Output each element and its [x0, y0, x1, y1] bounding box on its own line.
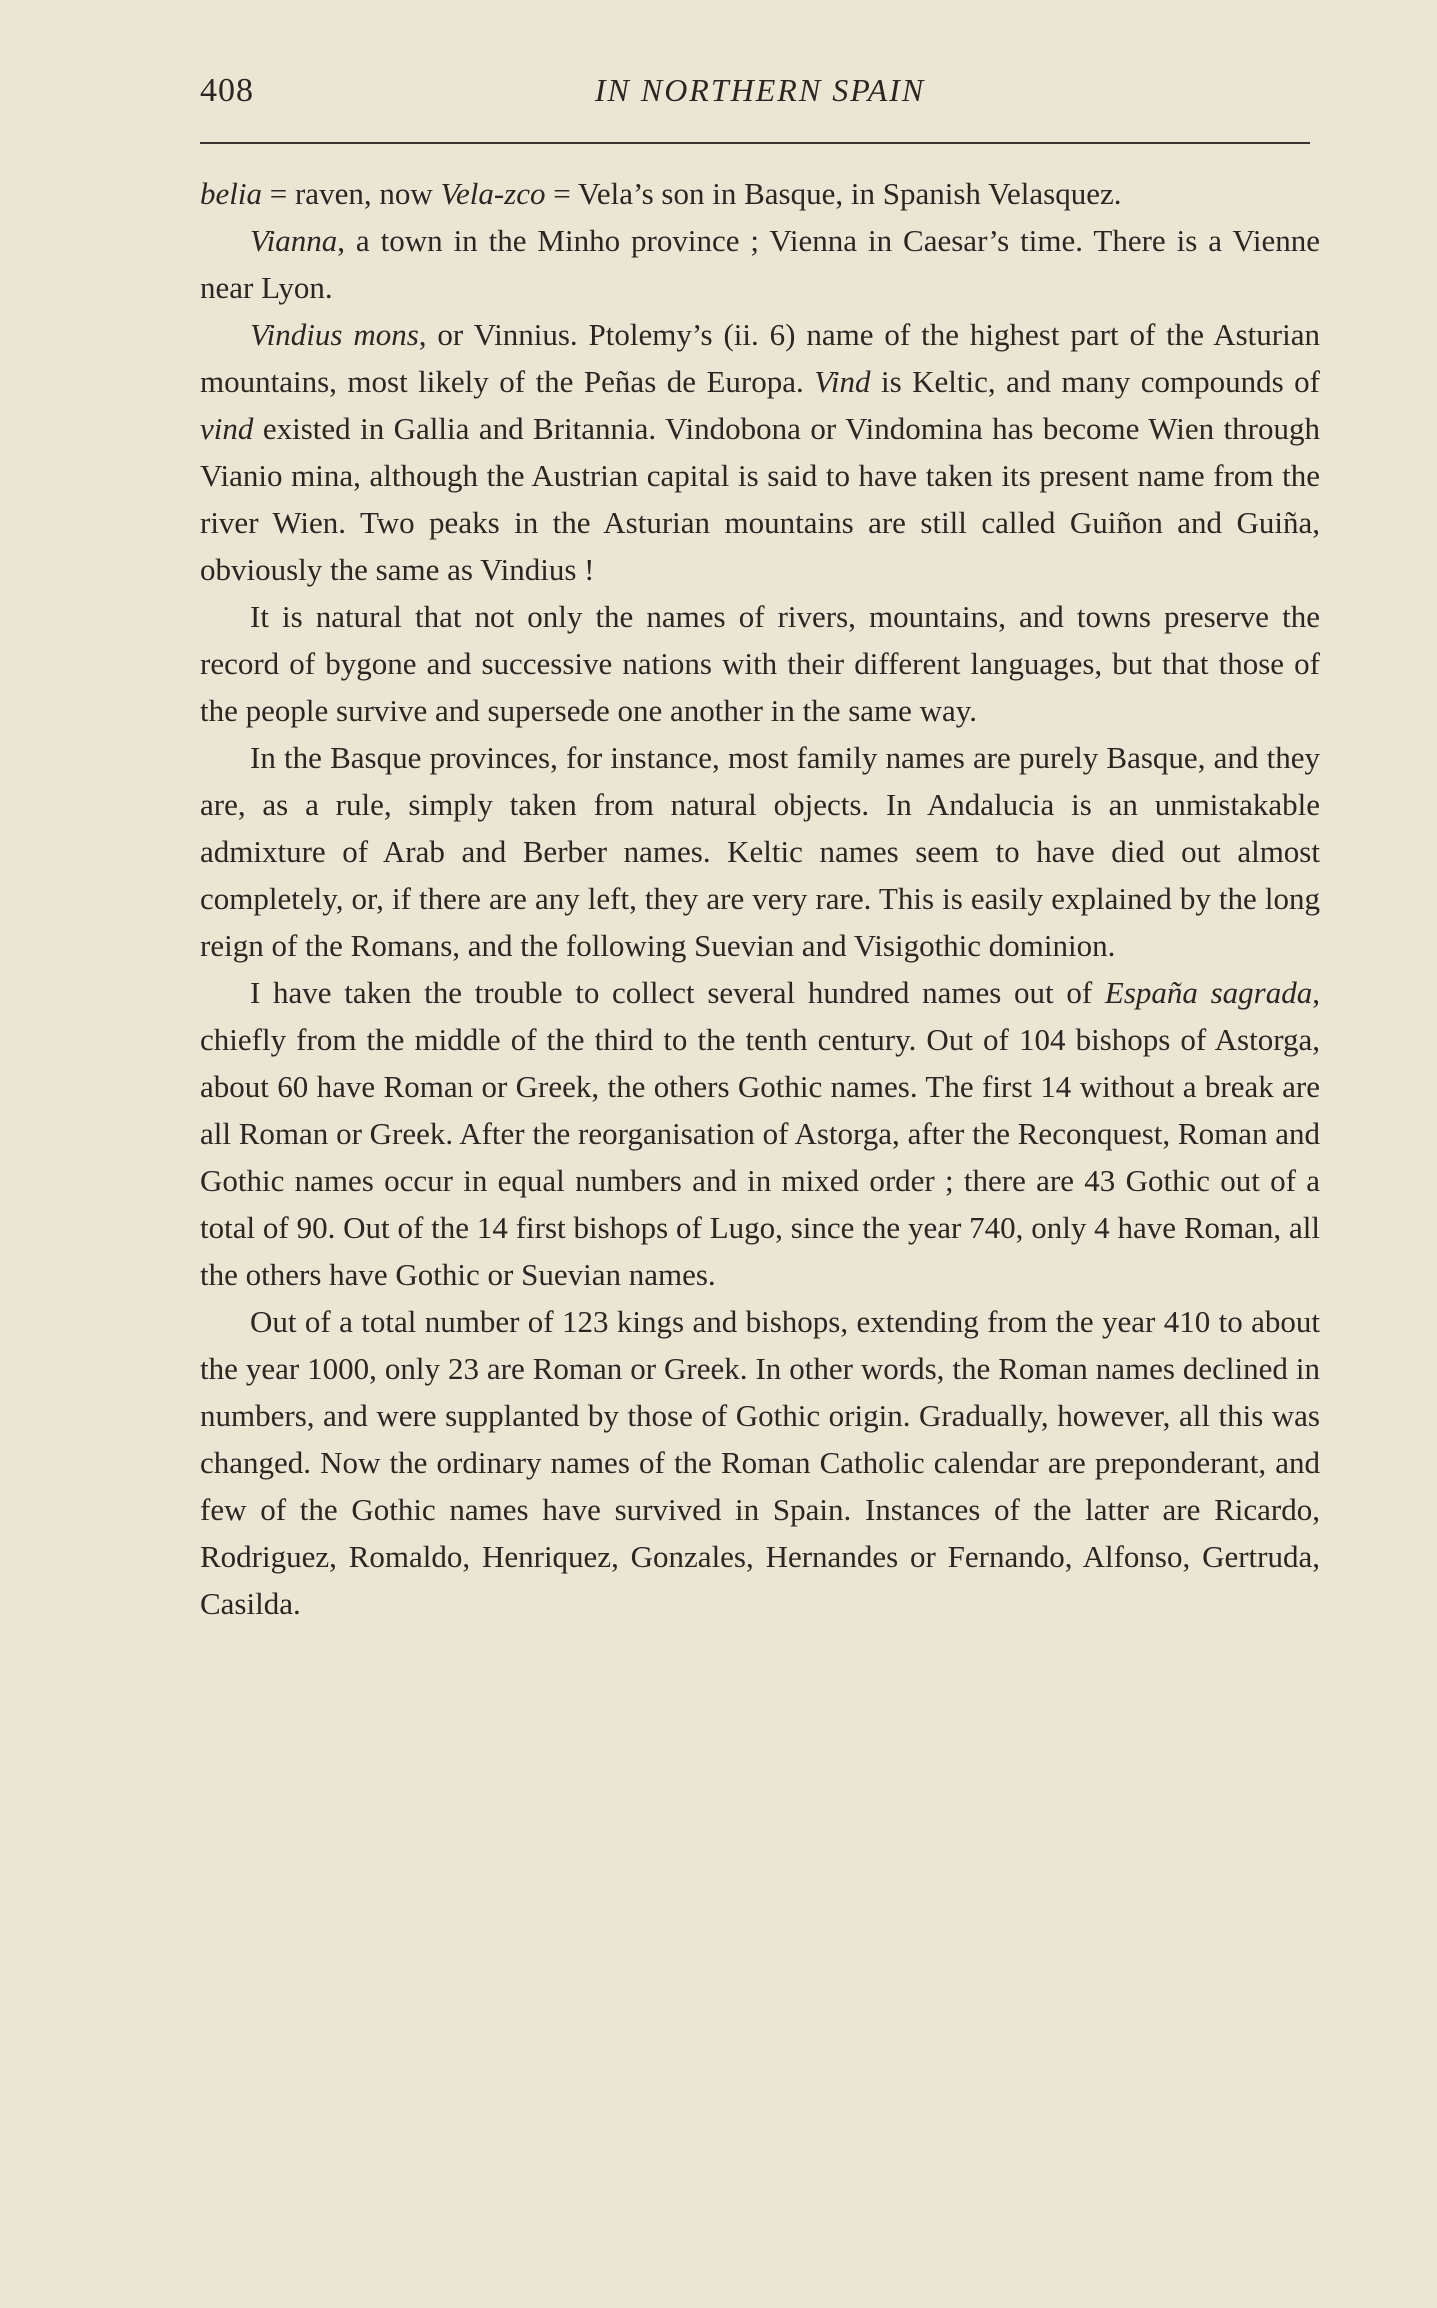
text-segment: I have taken the trouble to collect several hundred names out of — [250, 975, 1105, 1010]
italic-term: España sagrada — [1104, 975, 1313, 1010]
italic-term: vind — [200, 411, 254, 446]
text-segment: existed in Gallia and Britannia. Vindobona or Vindomina has become Wien through Vianio mina, although the Austrian capital is said to have taken its present name from the river Wien. Two peaks in the Asturian mountains are still called Guiñon and Guiña, obviously the same as Vindius ! — [200, 411, 1320, 587]
text-segment: , chiefly from the middle of the third to the tenth century. Out of 104 bishops of Astorga, about 60 have Roman or Greek, the others Gothic names. The first 14 without a break are all Roman or Greek. After the reorganisation of Astorga, after the Reconquest, Roman and Gothic names occur in equal numbers and in mixed order ; there are 43 Gothic out of a total of 90. Out of the 14 first bishops of Lugo, since the year 740, only 4 have Roman, all the others have Gothic or Suevian names. — [200, 975, 1320, 1292]
paragraph-names-survive — [200, 593, 1320, 734]
text-segment: , or Vinnius. Ptolemy’s (ii. 6) name of the highest part of the Asturian mountains, most likely of the Peñas de Europa. — [200, 317, 1320, 399]
italic-term: Vela-zco — [440, 176, 546, 211]
paragraph-vindius — [200, 311, 1320, 593]
paragraph-vianna — [200, 217, 1320, 311]
header-rule — [200, 142, 1310, 144]
italic-term: Vindius mons — [250, 317, 419, 352]
paragraph-kings-bishops — [200, 1298, 1320, 1627]
italic-term: belia — [200, 176, 262, 211]
text-segment: It is natural that not only the names of rivers, mountains, and towns preserve the record of bygone and successive nations with their different languages, but that those of the people survive and supersede one another in the same way. — [200, 599, 1320, 728]
paragraph-basque-provinces — [200, 734, 1320, 969]
body-text — [200, 170, 1320, 1627]
text-segment: = Vela’s son in Basque, in Spanish Velasquez. — [545, 176, 1122, 211]
text-segment: In the Basque provinces, for instance, most family names are purely Basque, and they are, as a rule, simply taken from natural objects. In Andalucia is an unmistakable admixture of Arab and Berber names. Keltic names seem to have died out almost completely, or, if there are any left, they are very rare. This is easily explained by the long reign of the Romans, and the following Suevian and Visigothic dominion. — [200, 740, 1320, 963]
italic-term: Vind — [814, 364, 871, 399]
text-segment: Out of a total number of 123 kings and bishops, extending from the year 410 to about the year 1000, only 23 are Roman or Greek. In other words, the Roman names declined in numbers, and were supplanted by those of Gothic origin. Gradually, however, all this was changed. Now the ordinary names of the Roman Catholic calendar are preponderant, and few of the Gothic names have survived in Spain. Instances of the latter are Ricardo, Rodriguez, Romaldo, Henriquez, Gonzales, Hernandes or Fernando, Alfonso, Gertruda, Casilda. — [200, 1304, 1320, 1621]
paragraph-espana-sagrada — [200, 969, 1320, 1298]
italic-term: Vianna — [250, 223, 338, 258]
text-segment: , a town in the Minho province ; Vienna in Caesar’s time. There is a Vienne near Lyon. — [200, 223, 1320, 305]
running-title: IN NORTHERN SPAIN — [594, 72, 926, 108]
page-number: 408 — [200, 72, 254, 109]
text-segment: is Keltic, and many compounds of — [870, 364, 1320, 399]
text-segment: = raven, now — [262, 176, 441, 211]
paragraph-belia — [200, 170, 1320, 217]
running-head — [200, 72, 1320, 124]
